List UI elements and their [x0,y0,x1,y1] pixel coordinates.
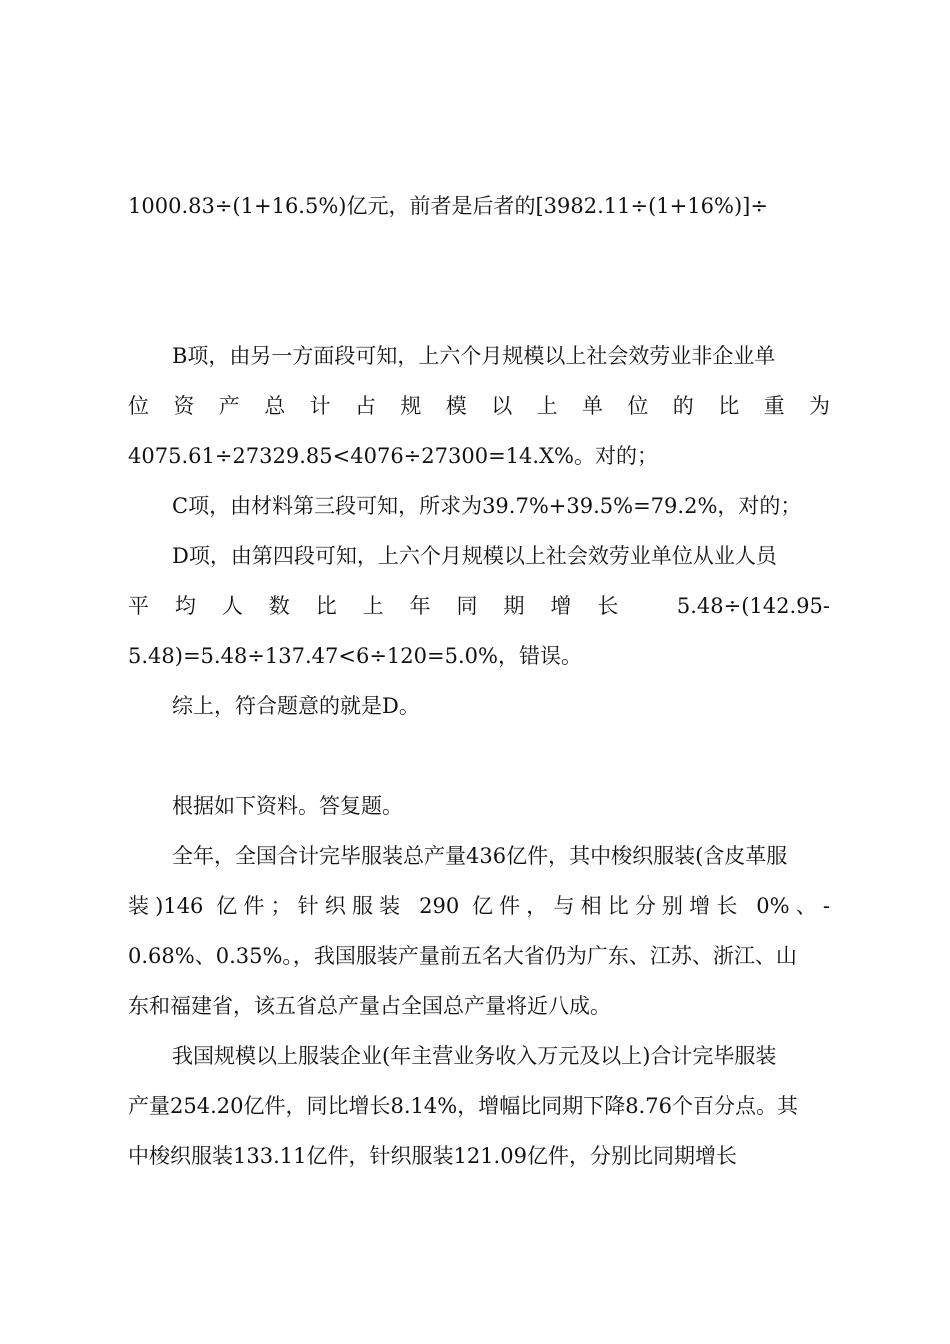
text-line: D项，由第四段可知，上六个月规模以上社会效劳业单位从业人员 [172,544,777,568]
text-line: 全年，全国合计完毕服装总产量436亿件，其中梭织服装(含皮革服 [172,844,788,868]
text-line: 5.48)=5.48÷137.47<6÷120=5.0%，错误。 [128,644,582,668]
text-line: 位资产总计占规模以上单位的比重为 [128,394,830,418]
text-line: 东和福建省，该五省总产量占全国总产量将近八成。 [128,994,611,1018]
text-line: 中梭织服装133.11亿件，针织服装121.09亿件，分别比同期增长 [128,1144,737,1168]
text-line: 我国规模以上服装企业(年主营业务收入万元及以上)合计完毕服装 [172,1044,777,1068]
text-line: 0.68%、0.35%。，我国服装产量前五名大省仍为广东、江苏、浙江、山 [128,944,797,968]
text-line: 产量254.20亿件，同比增长8.14%，增幅比同期下降8.76个百分点。其 [128,1094,798,1118]
text-line: B项，由另一方面段可知，上六个月规模以上社会效劳业非企业单 [172,344,776,368]
text-line: C项，由材料第三段可知，所求为39.7%+39.5%=79.2%，对的； [172,494,802,518]
text-line: 综上，符合题意的就是D。 [172,694,420,718]
text-line: 平均人数比上年同期增长 5.48÷(142.95- [128,594,830,618]
text-line: 装)146 亿件；针织服装 290 亿件，与相比分别增长 0%、- [128,894,830,918]
text-line: 4075.61÷27329.85<4076÷27300=14.X%。对的； [128,444,658,468]
text-line: 根据如下资料。答复题。 [172,794,403,818]
text-line: 1000.83÷(1+16.5%)亿元，前者是后者的[3982.11÷(1+16%)]÷ [128,194,768,218]
